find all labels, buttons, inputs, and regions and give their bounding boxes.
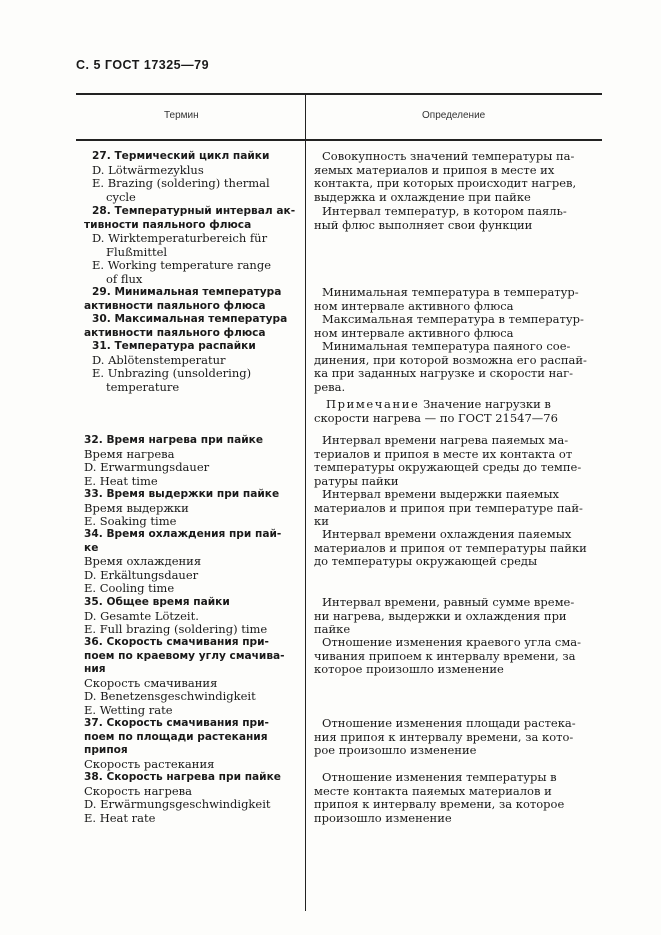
term-title: 38. Скорость нагрева при пайке xyxy=(84,771,281,783)
term-en: E. Heat rate xyxy=(84,810,156,825)
definition-line: до температуры окружающей среды xyxy=(314,554,538,568)
term-30 xyxy=(84,313,296,340)
term-31 xyxy=(84,340,296,394)
definition-line: Минимальная температура паяного сое- xyxy=(322,339,571,353)
term-title: 34. Время охлаждения при пай- xyxy=(84,528,282,540)
term-34 xyxy=(84,528,296,596)
term-title-cont: поем по краевому углу смачива- xyxy=(84,649,285,662)
definition-line: ратуры пайки xyxy=(314,473,399,488)
term-en: E. Full brazing (soldering) time xyxy=(84,622,268,636)
definition-line: ка при заданных нагрузке и скорости наг- xyxy=(314,366,574,380)
definition-line: месте контакта паяемых материалов и xyxy=(314,783,552,798)
definition-line: Максимальная температура в температур- xyxy=(322,312,584,326)
definition-line: материалов и припоя от температуры пайки xyxy=(314,540,587,555)
term-35 xyxy=(84,596,296,637)
definition-line: материалов и припоя при температуре пай- xyxy=(314,500,583,515)
term-title-cont: ния xyxy=(84,663,106,675)
term-synonym: Время нагрева xyxy=(84,446,175,461)
note-label: Примечание xyxy=(326,397,420,411)
term-en: E. Cooling time xyxy=(84,581,175,595)
term-synonym: Время охлаждения xyxy=(84,554,202,568)
term-synonym: Время выдержки xyxy=(84,500,189,515)
definition-34 xyxy=(314,528,600,569)
definition-line: Интервал температур, в котором паяль- xyxy=(322,204,567,218)
definition-line: рое произошло изменение xyxy=(314,743,477,757)
term-27 xyxy=(84,150,296,204)
term-title: 29. Минимальная температура xyxy=(92,286,282,298)
term-32 xyxy=(84,434,296,488)
term-title-cont: поем по площади растекания xyxy=(84,730,268,743)
definition-line: температуры окружающей среды до темпе- xyxy=(314,460,582,474)
term-de: D. Erkältungsdauer xyxy=(84,567,199,582)
term-33 xyxy=(84,488,296,529)
definition-line: контакта, при которых происходит нагрев, xyxy=(314,176,577,190)
definition-38 xyxy=(314,771,600,825)
term-title: 35. Общее время пайки xyxy=(84,596,230,608)
term-title: 37. Скорость смачивания при- xyxy=(84,717,269,729)
term-title: 36. Скорость смачивания при- xyxy=(84,636,269,648)
terms-column xyxy=(84,150,296,830)
term-title: 30. Максимальная температура xyxy=(92,313,288,325)
definition-line: териалов и припоя в месте их контакта от xyxy=(314,446,573,461)
term-title: 32. Время нагрева при пайке xyxy=(84,434,264,446)
term-36 xyxy=(84,636,296,717)
definition-32 xyxy=(314,434,600,488)
term-synonym: Скорость смачивания xyxy=(84,675,218,690)
term-title-cont: активности паяльного флюса xyxy=(84,299,266,312)
definition-29 xyxy=(314,286,600,313)
term-en: E. Working temperature range xyxy=(92,258,272,272)
term-37 xyxy=(84,717,296,771)
table-header-rule xyxy=(76,139,602,141)
definition-line: Интервал времени нагрева паяемых ма- xyxy=(322,433,569,447)
term-title: 31. Температура распайки xyxy=(92,340,256,352)
table-top-rule xyxy=(76,93,602,95)
definition-line: Интервал времени охлаждения паяемых xyxy=(322,527,572,541)
definition-line: ном интервале активного флюса xyxy=(314,325,514,340)
definition-line: Интервал времени, равный сумме време- xyxy=(322,595,575,609)
term-en: E. Brazing (soldering) thermal xyxy=(92,176,270,190)
term-title: 27. Термический цикл пайки xyxy=(92,150,270,162)
definition-27 xyxy=(314,150,600,204)
term-title-cont: активности паяльного флюса xyxy=(84,326,266,339)
definition-line: ки xyxy=(314,514,329,528)
definition-line: Совокупность значений температуры па- xyxy=(322,149,575,163)
term-de: D. Gesamte Lötzeit. xyxy=(84,608,199,623)
page-header: С. 5 ГОСТ 17325—79 xyxy=(76,58,210,72)
term-de: D. Erwarmungsdauer xyxy=(84,460,210,474)
column-header-terms: Термин xyxy=(164,110,199,121)
term-synonym: Скорость нагрева xyxy=(84,783,192,798)
term-28 xyxy=(84,205,296,286)
definition-line: Отношение изменения площади растека- xyxy=(322,716,576,730)
term-title-cont: ке xyxy=(84,541,99,554)
term-de: D. Lötwärmezyklus xyxy=(92,162,204,177)
term-synonym: Скорость растекания xyxy=(84,756,215,771)
term-de: D. Wirktemperaturbereich für xyxy=(92,231,268,245)
definition-line: чивания припоем к интервалу времени, за xyxy=(314,648,576,663)
term-en: E. Wetting rate xyxy=(84,702,173,717)
definition-line: рева. xyxy=(314,379,346,394)
definition-line: пайке xyxy=(314,622,351,636)
definition-35 xyxy=(314,596,600,637)
note-text: Значение нагрузки в xyxy=(423,397,551,411)
column-divider xyxy=(305,93,306,911)
term-en-cont: of flux xyxy=(106,271,143,286)
note xyxy=(314,398,600,425)
term-title: 33. Время выдержки при пайке xyxy=(84,488,280,500)
term-title: 28. Температурный интервал ак- xyxy=(92,205,296,217)
definition-line: динения, при которой возможна его распай- xyxy=(314,352,587,367)
definition-line: припоя к интервалу времени, за которое xyxy=(314,797,565,811)
definition-line: Интервал времени выдержки паяемых xyxy=(322,487,560,501)
term-de-cont: Flußmittel xyxy=(106,244,168,259)
definition-33 xyxy=(314,488,600,529)
definition-line: выдержка и охлаждение при пайке xyxy=(314,189,531,204)
definition-line: ном интервале активного флюса xyxy=(314,298,514,313)
term-38 xyxy=(84,771,296,825)
definition-line: Отношение изменения температуры в xyxy=(322,770,557,784)
definition-line: ни нагрева, выдержки и охлаждения при xyxy=(314,608,567,623)
term-en: E. Heat time xyxy=(84,473,158,488)
definition-37 xyxy=(314,717,600,758)
definition-line: произошло изменение xyxy=(314,810,452,825)
term-de: D. Benetzensgeschwindigkeit xyxy=(84,689,256,703)
term-en: E. Soaking time xyxy=(84,514,177,528)
term-title-cont: тивности паяльного флюса xyxy=(84,218,252,231)
term-29 xyxy=(84,286,296,313)
definitions-column xyxy=(314,150,600,830)
definition-30 xyxy=(314,313,600,340)
term-en: E. Unbrazing (unsoldering) xyxy=(92,366,252,380)
term-de: D. Erwärmungsgeschwindigkeit xyxy=(84,797,271,811)
definition-line: ния припоя к интервалу времени, за кото- xyxy=(314,729,574,744)
definition-line: Минимальная температура в температур- xyxy=(322,285,579,299)
term-en-cont: cycle xyxy=(106,189,136,204)
definition-line: ный флюс выполняет свои функции xyxy=(314,217,533,232)
term-de: D. Ablötenstemperatur xyxy=(92,352,226,367)
column-header-definitions: Определение xyxy=(422,110,486,121)
definition-31 xyxy=(314,340,600,394)
definition-28 xyxy=(314,205,600,232)
term-title-cont: припоя xyxy=(84,744,128,756)
definition-36 xyxy=(314,636,600,677)
note-text-cont: скорости нагрева — по ГОСТ 21547—76 xyxy=(314,410,558,425)
definition-line: которое произошло изменение xyxy=(314,662,504,676)
term-en-cont: temperature xyxy=(106,379,180,394)
definition-line: Отношение изменения краевого угла сма- xyxy=(322,635,582,649)
definition-line: яемых материалов и припоя в месте их xyxy=(314,162,555,177)
